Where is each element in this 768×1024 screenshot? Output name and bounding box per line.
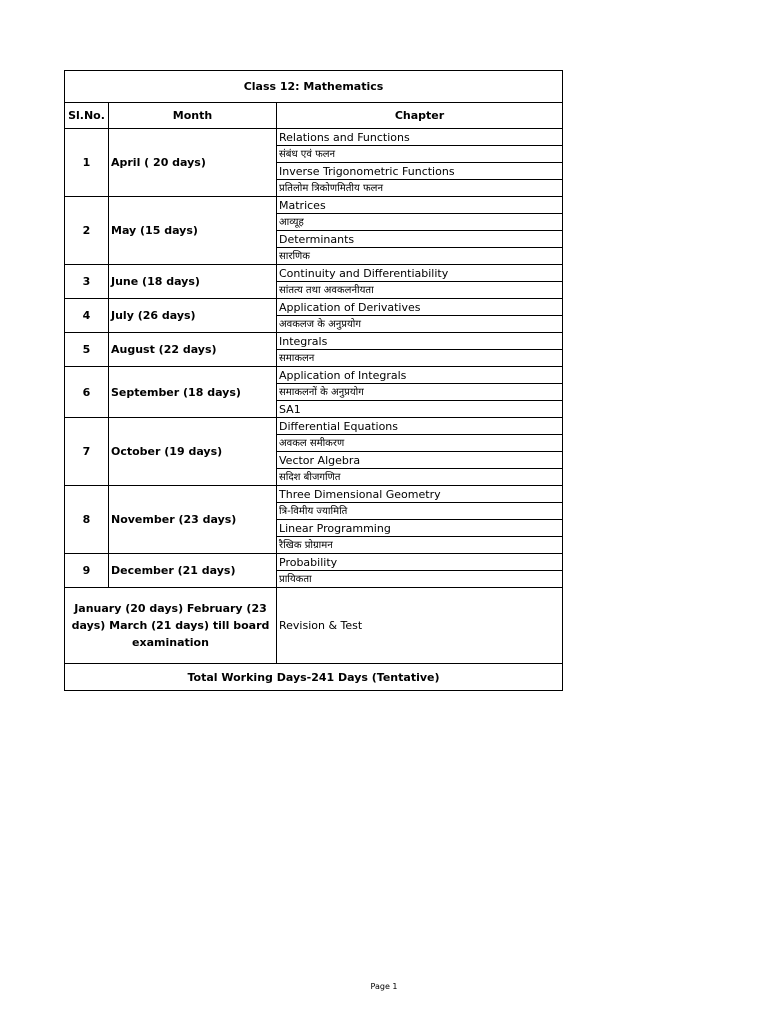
row-sl-no: 8	[65, 486, 109, 554]
row-sl-no: 7	[65, 418, 109, 486]
row-chapter: Inverse Trigonometric Functions	[277, 163, 563, 180]
row-chapter: त्रि-विमीय ज्यामिति	[277, 503, 563, 520]
row-sl-no: 9	[65, 554, 109, 588]
table-row	[65, 129, 563, 146]
revision-chapter: Revision & Test	[277, 588, 563, 664]
row-chapter: Determinants	[277, 231, 563, 248]
syllabus-table	[64, 70, 563, 691]
row-chapter: Matrices	[277, 197, 563, 214]
row-month: July (26 days)	[109, 299, 277, 333]
row-sl-no: 2	[65, 197, 109, 265]
table-row	[65, 486, 563, 503]
row-chapter: प्रतिलोम त्रिकोणमितीय फलन	[277, 180, 563, 197]
row-sl-no: 4	[65, 299, 109, 333]
row-sl-no: 3	[65, 265, 109, 299]
row-chapter: समाकलनों के अनुप्रयोग	[277, 384, 563, 401]
table-row	[65, 367, 563, 384]
row-chapter: Relations and Functions	[277, 129, 563, 146]
row-month: May (15 days)	[109, 197, 277, 265]
row-chapter: Application of Integrals	[277, 367, 563, 384]
revision-months: January (20 days) February (23 days) March (21 days) till board examination	[65, 588, 277, 664]
row-chapter: Linear Programming	[277, 520, 563, 537]
page-number: Page 1	[370, 982, 398, 991]
row-chapter: Integrals	[277, 333, 563, 350]
row-chapter: अवकल समीकरण	[277, 435, 563, 452]
row-chapter: Probability	[277, 554, 563, 571]
row-chapter: Vector Algebra	[277, 452, 563, 469]
table-row	[65, 333, 563, 350]
header-chapter: Chapter	[277, 103, 563, 129]
header-sl-no: Sl.No.	[65, 103, 109, 129]
row-sl-no: 6	[65, 367, 109, 418]
row-month: June (18 days)	[109, 265, 277, 299]
row-sl-no: 5	[65, 333, 109, 367]
row-sl-no: 1	[65, 129, 109, 197]
table-title: Class 12: Mathematics	[65, 71, 563, 103]
row-chapter: सारणिक	[277, 248, 563, 265]
table-row	[65, 554, 563, 571]
row-month: November (23 days)	[109, 486, 277, 554]
row-month: October (19 days)	[109, 418, 277, 486]
row-chapter: रैखिक प्रोग्रामन	[277, 537, 563, 554]
row-chapter: प्रायिकता	[277, 571, 563, 588]
row-chapter: सांतत्य तथा अवकलनीयता	[277, 282, 563, 299]
row-month: April ( 20 days)	[109, 129, 277, 197]
row-chapter: Application of Derivatives	[277, 299, 563, 316]
row-month: August (22 days)	[109, 333, 277, 367]
total-working-days: Total Working Days-241 Days (Tentative)	[65, 664, 563, 691]
row-chapter: सदिश बीजगणित	[277, 469, 563, 486]
header-month: Month	[109, 103, 277, 129]
row-chapter: आव्यूह	[277, 214, 563, 231]
row-chapter: समाकलन	[277, 350, 563, 367]
row-chapter: Differential Equations	[277, 418, 563, 435]
row-chapter: Continuity and Differentiability	[277, 265, 563, 282]
row-month: December (21 days)	[109, 554, 277, 588]
table-row	[65, 418, 563, 435]
row-chapter: SA1	[277, 401, 563, 418]
table-row	[65, 265, 563, 282]
row-chapter: संबंध एवं फलन	[277, 146, 563, 163]
row-month: September (18 days)	[109, 367, 277, 418]
row-chapter: Three Dimensional Geometry	[277, 486, 563, 503]
table-row	[65, 299, 563, 316]
table-row	[65, 197, 563, 214]
row-chapter: अवकलज के अनुप्रयोग	[277, 316, 563, 333]
